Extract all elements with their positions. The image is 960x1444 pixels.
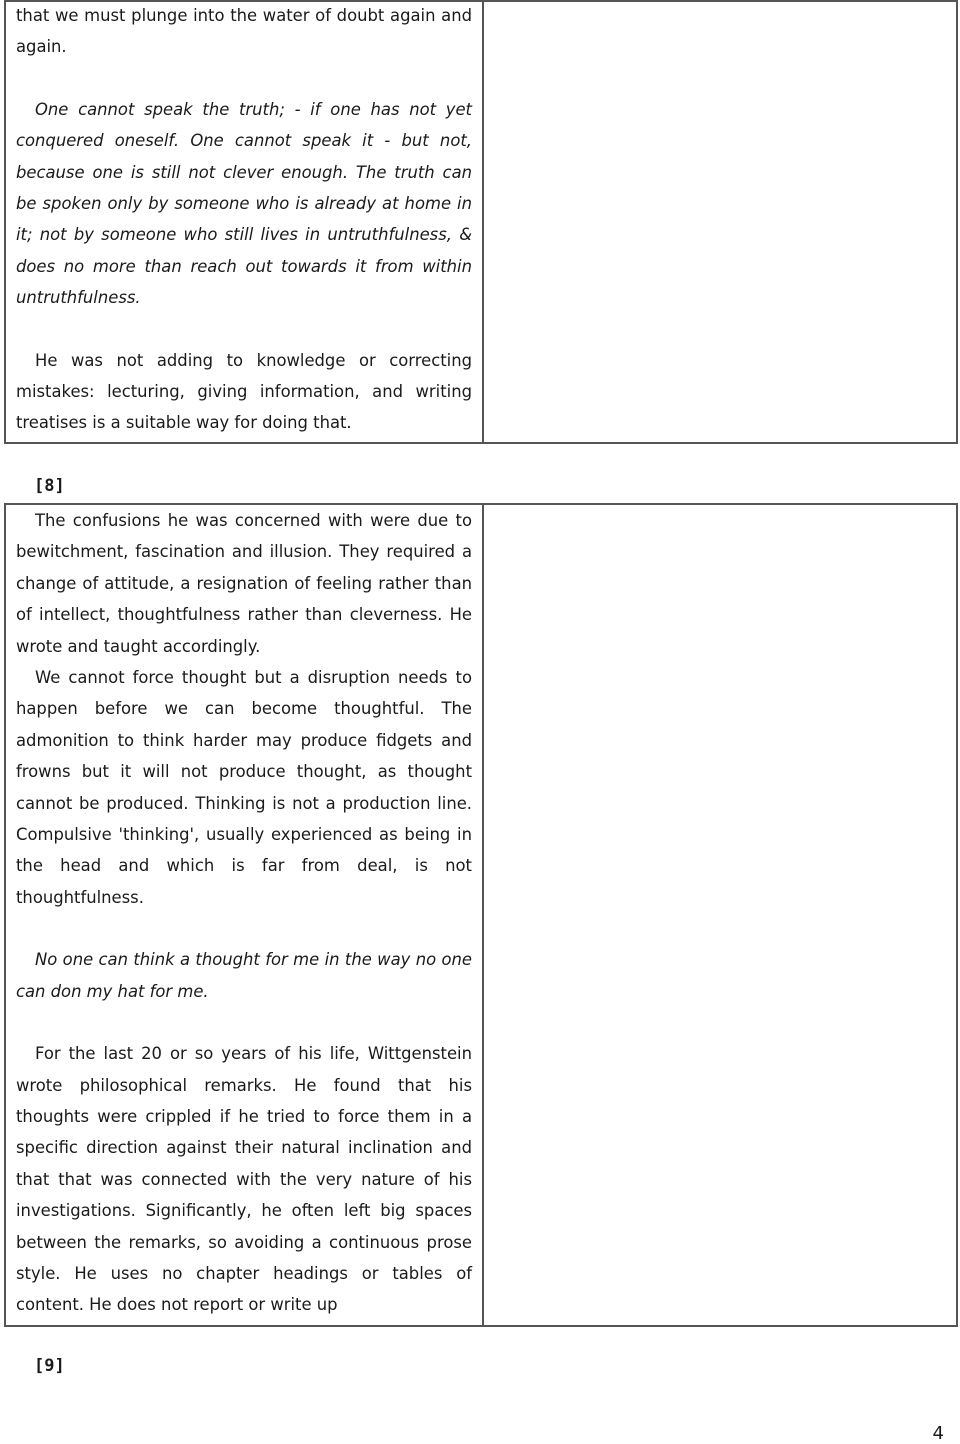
text-table-2 (4, 503, 958, 1327)
paragraph: that we must plunge into the water of doubt again and again. (16, 6, 472, 57)
paragraph: For the last 20 or so years of his life, Wittgenstein wrote philosophical remarks. He found that his thoughts were crippled if he tried to force them in a specific direction against their natural inclination and that that was connected with the very nature of his investigations. Significantly, he often left big spaces between the remarks, so avoiding a continuous prose style. He uses no chapter headings or tables of content. He does not report or write up (16, 1044, 472, 1315)
paragraph: No one can think a thought for me in the way no one can don my hat for me. (16, 950, 472, 1001)
paragraph: He was not adding to knowledge or correcting mistakes: lecturing, giving information, and writing treatises is a suitable way for doing that. (16, 350, 472, 433)
section-label: [9] (34, 1356, 65, 1376)
left-column (16, 505, 472, 1321)
column-divider (482, 2, 484, 442)
paragraph: The confusions he was concerned with were due to bewitchment, fascination and illusion. They required a change of attitude, a resignation of feeling rather than of intellect, thoughtfulness rather than cleverness. He wrote and taught accordingly. (16, 511, 472, 656)
section-label: [8] (34, 476, 65, 496)
text-table-1 (4, 0, 958, 444)
paragraph: We cannot force thought but a disruption needs to happen before we can become thoughtful. The admonition to think harder may produce fidgets and frowns but it will not produce thought, as thought cannot be produced. Thinking is not a production line. Compulsive 'thinking', usually experienced as being in the head and which is far from deal, is not thoughtfulness. (16, 668, 472, 907)
column-divider (482, 505, 484, 1325)
paragraph: One cannot speak the truth; - if one has not yet conquered oneself. One cannot speak it - but not, because one is still not clever enough. The truth can be spoken only by someone who is already at home in it; not by someone who still lives in untruthfulness, & does no more than reach out towards it from within untruthfulness. (16, 99, 472, 308)
page-number: 4 (932, 1423, 944, 1444)
left-column (16, 2, 472, 439)
